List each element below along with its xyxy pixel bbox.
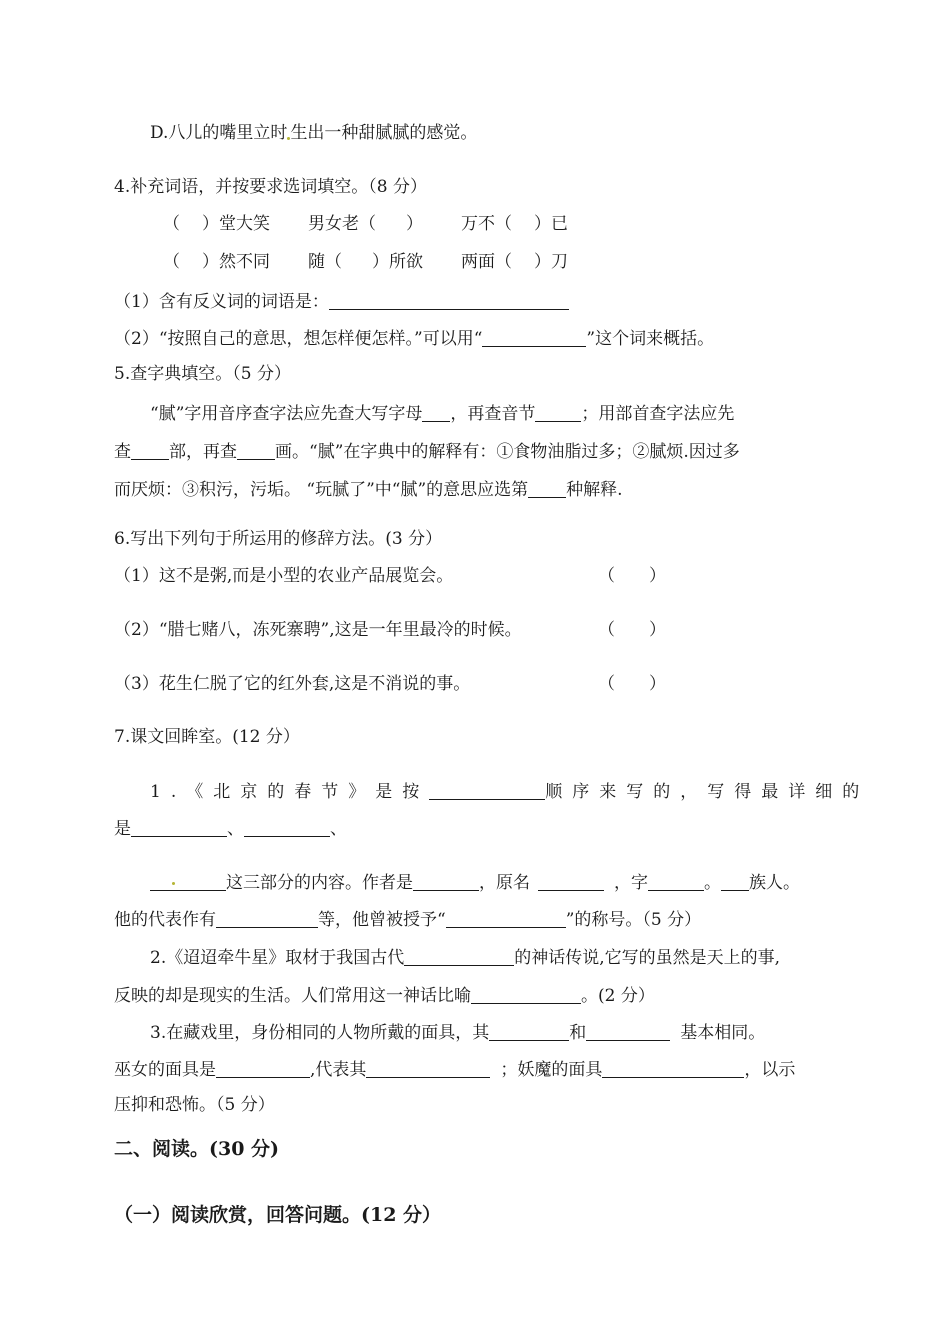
q7-p3-line-1: 3.在藏戏里，身份相同的人物所戴的面具，其 和 基本相同。 xyxy=(150,1023,766,1043)
answer-blank[interactable] xyxy=(528,480,566,498)
decorative-dot xyxy=(172,882,175,885)
q5-line-1: “腻”字用音序查字法应先查大写字母 ，再查音节 ；用部首查字法应先 xyxy=(150,404,735,424)
q7-p1-line-4: 他的代表作有 等，他曾被授予“ ”的称号。（5 分） xyxy=(114,910,702,930)
q5-line-2: 查 部，再查 画。“腻”在字典中的解释有：①食物油脂过多；②腻烦.因过多 xyxy=(114,442,740,462)
q7-p1-line-2: 是 、 、 xyxy=(114,819,347,839)
q7-p2-line-2: 反映的却是现实的生活。人们常用这一神话比喻 。(2 分） xyxy=(114,986,655,1006)
q3-option-d: D.八儿的嘴里立时 生出一种甜腻腻的感觉。 xyxy=(150,123,478,143)
answer-blank[interactable] xyxy=(721,873,749,891)
answer-blank[interactable] xyxy=(602,1060,744,1078)
q5-title: 5.查字典填空。（5 分） xyxy=(114,364,291,384)
answer-blank[interactable] xyxy=(538,873,604,891)
q4-title: 4.补充词语，并按要求选词填空。（8 分） xyxy=(114,177,427,197)
q6-answer-paren-2[interactable]: （ ） xyxy=(598,620,666,640)
q6-answer-paren-1[interactable]: （ ） xyxy=(598,566,666,586)
q6-item-3: （3）花生仁脱了它的红外套,这是不消说的事。 xyxy=(114,674,471,694)
q6-answer-paren-3[interactable]: （ ） xyxy=(598,674,666,694)
answer-blank[interactable] xyxy=(329,292,569,310)
answer-blank[interactable] xyxy=(131,819,227,837)
answer-blank[interactable] xyxy=(131,442,169,460)
answer-blank[interactable] xyxy=(429,782,545,800)
q4-row-1: （ ）堂大笑 男女老（ ） 万不（ ）已 xyxy=(163,214,568,234)
q7-p3-line-2: 巫女的面具是 ,代表其 ；妖魔的面具 ，以示 xyxy=(114,1060,796,1080)
q7-p1-line-3: 这三部分的内容。作者是 ，原名 ，字 。 族人。 xyxy=(150,873,800,892)
answer-blank[interactable] xyxy=(446,910,566,928)
q6-title: 6.写出下列句于所运用的修辞方法。(3 分） xyxy=(114,529,443,549)
answer-blank[interactable] xyxy=(237,442,275,460)
q7-p1-line-1: 1.《北京的春节》是按 顺序来写的，写得最详细的 xyxy=(150,782,870,802)
q7-p2-line-1: 2.《迢迢牵牛星》取材于我国古代 的神话传说,它写的虽然是天上的事, xyxy=(150,948,781,968)
answer-blank[interactable] xyxy=(404,948,514,966)
answer-blank[interactable] xyxy=(422,404,450,422)
q5-line-3: 而厌烦：③积污，污垢。 “玩腻了”中“腻”的意思应选第 种解释. xyxy=(114,480,623,500)
answer-blank[interactable] xyxy=(489,1023,569,1041)
section-2-sub-1: （一）阅读欣赏，回答问题。(12 分） xyxy=(114,1204,442,1226)
answer-blank[interactable] xyxy=(413,873,479,891)
q6-item-2: （2）“腊七赌八，冻死寨聘”,这是一年里最冷的时候。 xyxy=(114,620,522,640)
answer-blank[interactable] xyxy=(535,404,581,422)
section-2-title: 二、阅读。(30 分) xyxy=(114,1138,280,1160)
answer-blank[interactable] xyxy=(366,1060,490,1078)
q6-item-1: （1）这不是粥,而是小型的农业产品展览会。 xyxy=(114,566,454,586)
q7-title: 7.课文回眸室。(12 分） xyxy=(114,727,300,747)
answer-blank[interactable] xyxy=(648,873,704,891)
answer-blank[interactable] xyxy=(586,1023,670,1041)
answer-blank[interactable] xyxy=(482,329,586,347)
answer-blank[interactable] xyxy=(216,1060,310,1078)
answer-blank[interactable] xyxy=(150,873,226,891)
q7-p3-line-3: 压抑和恐怖。（5 分） xyxy=(114,1095,275,1115)
answer-blank[interactable] xyxy=(244,819,330,837)
q4-sub-2: （2）“按照自己的意思，想怎样便怎样。”可以用“ ”这个词来概括。 xyxy=(114,329,715,349)
answer-blank[interactable] xyxy=(216,910,318,928)
answer-blank[interactable] xyxy=(471,986,581,1004)
q4-sub-1: （1）含有反义词的词语是： xyxy=(114,292,569,311)
q4-row-2: （ ）然不同 随（ ）所欲 两面（ ）刀 xyxy=(163,252,568,272)
